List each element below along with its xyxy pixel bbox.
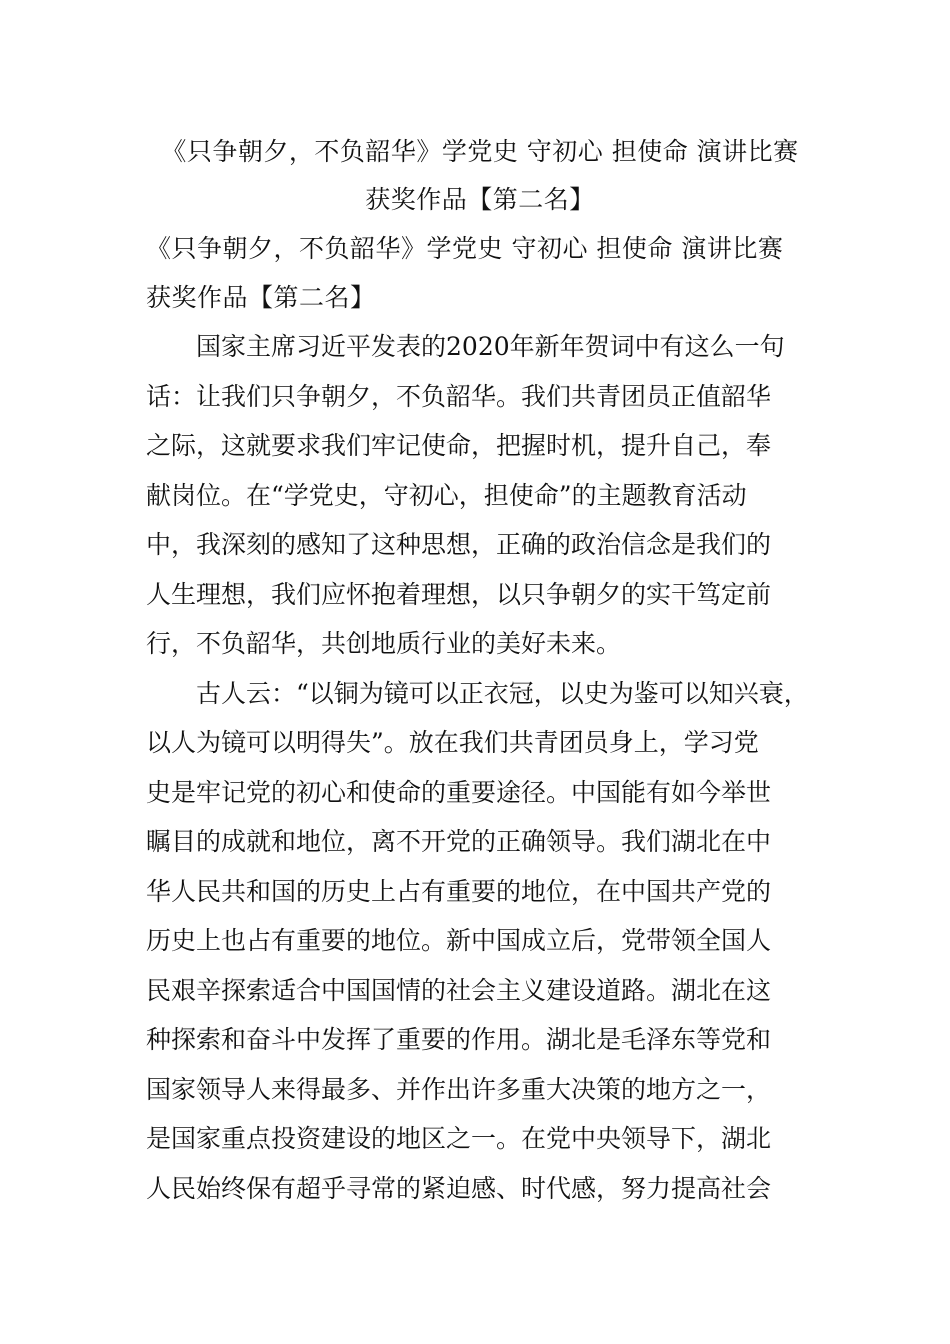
repeated-title-line-1: 《只争朝夕，不负韶华》学党史 守初心 担使命 演讲比赛: [146, 234, 784, 263]
text-line: 人民始终保有超乎寻常的紧迫感、时代感，努力提高社会: [146, 1173, 772, 1203]
text-line: 以人为镜可以明得失”。放在我们共青团员身上，学习党: [146, 728, 759, 757]
text-line: 是国家重点投资建设的地区之一。在党中央领导下，湖北: [146, 1124, 772, 1153]
text-line: 国家领导人来得最多、并作出许多重大决策的地方之一，: [146, 1074, 772, 1104]
text-line: 人生理想，我们应怀抱着理想，以只争朝夕的实干笃定前: [146, 579, 772, 609]
repeated-title-line-2: 获奖作品【第二名】: [146, 283, 376, 312]
text-line: 古人云：“以铜为镜可以正衣冠，以史为鉴可以知兴衰，: [146, 678, 809, 708]
document-title-line-2: 获奖作品【第二名】: [365, 185, 595, 214]
text-line: 种探索和奋斗中发挥了重要的作用。湖北是毛泽东等党和: [146, 1025, 772, 1054]
text-line: 献岗位。在“学党史，守初心，担使命”的主题教育活动: [146, 480, 747, 510]
text-line: 中，我深刻的感知了这种思想，正确的政治信念是我们的: [146, 530, 772, 559]
text-line: 之际，这就要求我们牢记使命，把握时机，提升自己，奉: [146, 431, 772, 460]
text-line: 历史上也占有重要的地位。新中国成立后，党带领全国人: [146, 926, 772, 955]
text-line: 华人民共和国的历史上占有重要的地位，在中国共产党的: [146, 876, 772, 906]
text-line: 民艰辛探索适合中国国情的社会主义建设道路。湖北在这: [146, 975, 772, 1005]
text-line: 话：让我们只争朝夕，不负韶华。我们共青团员正值韶华: [146, 381, 772, 411]
document-title-line-1: 《只争朝夕，不负韶华》学党史 守初心 担使命 演讲比赛: [161, 137, 799, 166]
paragraph-2: [146, 669, 814, 1214]
text-line: 史是牢记党的初心和使命的重要途径。中国能有如今举世: [146, 777, 772, 807]
text-line: 瞩目的成就和地位，离不开党的正确领导。我们湖北在中: [146, 827, 772, 856]
text-line: 国家主席习近平发表的2020年新年贺词中有这么一句: [146, 332, 785, 361]
text-line: 行，不负韶华，共创地质行业的美好未来。: [146, 629, 622, 658]
document-page: [146, 128, 814, 1213]
paragraph-1: [146, 322, 814, 669]
